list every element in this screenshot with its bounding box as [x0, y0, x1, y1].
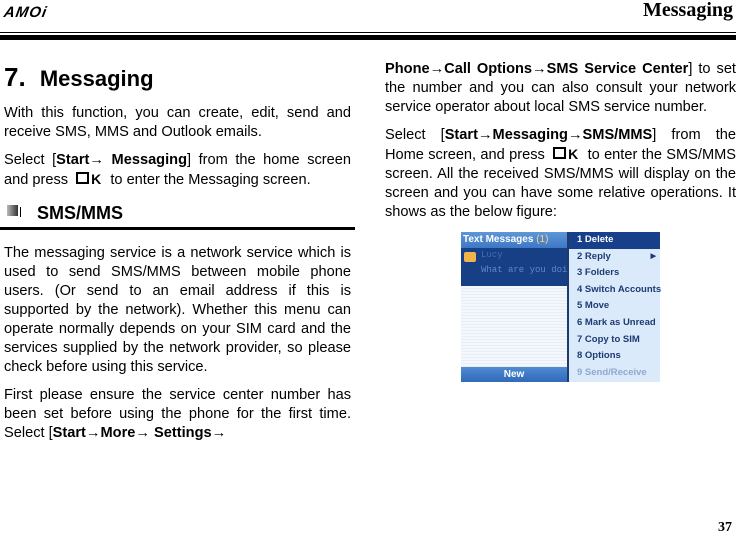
menu-item-switch-accounts	[569, 282, 660, 299]
menu-item-send-receive	[569, 365, 660, 382]
left-column	[4, 62, 351, 452]
phone-screenshot-figure	[461, 232, 660, 382]
text: to enter the Messaging screen.	[110, 172, 311, 188]
section-heading-sms-mms	[0, 199, 355, 230]
page-number: 37	[718, 520, 732, 535]
text: Select [	[385, 127, 445, 143]
menu-item-reply	[569, 249, 660, 266]
phone-context-menu	[567, 232, 660, 382]
ok-key-letter: K	[91, 171, 103, 187]
header-rule-thin	[0, 32, 736, 33]
service-center-paragraph	[4, 386, 351, 443]
intro-paragraph: With this function, you can create, edit, send and receive SMS, MMS and Outlook emails.	[4, 105, 351, 140]
menu-path: Start→Messaging→SMS/MMS	[444, 127, 653, 143]
text: ] to set the number and you can also consult your network service operator about local SMS service number.	[385, 61, 736, 115]
chapter-title-text: Messaging	[39, 66, 154, 91]
phone-titlebar	[461, 232, 567, 248]
menu-item-label: 2 Reply	[577, 250, 611, 262]
menu-item-label: 4 Switch Accounts	[577, 283, 662, 295]
service-paragraph: The messaging service is a network service which is used to send SMS/MMS between mobile phone users. (Or send to an email address if this is supported by the network). Whether this menu can operate normally depends on your SIM card and the services supplied by the network provider, so please check before using this service.	[4, 245, 351, 375]
menu-item-copy-to-sim	[569, 332, 660, 349]
text: First please ensure the service center number has been set before using the phone for the first time. Select [	[4, 387, 351, 441]
select-messaging-paragraph	[4, 151, 351, 190]
menu-item-label: 1 Delete	[577, 234, 614, 245]
menu-item-label: 7 Copy to SIM	[577, 333, 640, 345]
menu-item-label: 8 Options	[577, 350, 621, 362]
ok-key-icon	[76, 170, 102, 189]
message-count: (1)	[536, 234, 549, 245]
menu-item-label: 3 Folders	[577, 267, 620, 279]
message-sender: Lucy	[481, 250, 503, 260]
page-header	[0, 0, 736, 42]
submenu-arrow-icon: ▶	[650, 252, 656, 260]
menu-item-options	[569, 348, 660, 365]
menu-path: Start→ Messaging	[56, 152, 187, 168]
menu-item-delete	[569, 232, 660, 249]
message-preview: What are you doi	[481, 265, 567, 275]
text: Select [	[4, 152, 57, 168]
chapter-number: 7.	[4, 62, 26, 92]
menu-item-label: 5 Move	[577, 300, 610, 312]
header-rule-thick	[0, 35, 736, 40]
text: to enter the SMS/MMS screen. All the received SMS/MMS will display on the screen and you can have some relative operations. It shows as the below figure:	[385, 147, 736, 220]
text-messages-list	[461, 232, 567, 382]
phone-title: Text Messages	[463, 234, 534, 245]
menu-item-mark-unread	[569, 315, 660, 332]
menu-path: Phone→Call Options→SMS Service Center	[385, 61, 689, 77]
menu-item-folders	[569, 265, 660, 282]
ok-key-box	[76, 172, 89, 184]
text: ] from the Home screen, and press	[385, 127, 736, 163]
ok-key-icon	[553, 145, 579, 164]
menu-item-move	[569, 298, 660, 315]
section-title: SMS/MMS	[37, 203, 124, 223]
menu-item-label: 9 Send/Receive	[577, 366, 647, 378]
ok-key-letter: K	[568, 146, 580, 162]
menu-path: Start→More→ Settings→	[52, 425, 227, 441]
section-bar-icon	[20, 207, 21, 217]
amoi-logo: AMOi	[2, 4, 49, 21]
ok-key-box	[553, 147, 566, 159]
chapter-title	[4, 62, 351, 94]
message-row	[461, 248, 567, 286]
header-title: Messaging	[643, 0, 733, 21]
new-softkey: New	[461, 367, 567, 382]
service-center-continued-paragraph	[385, 60, 736, 117]
menu-item-label: 6 Mark as Unread	[577, 316, 656, 328]
select-sms-mms-paragraph	[385, 126, 736, 222]
right-column	[385, 60, 736, 382]
envelope-icon	[464, 252, 476, 262]
text: ] from the home screen and press	[4, 152, 351, 188]
section-square-icon	[7, 205, 18, 216]
